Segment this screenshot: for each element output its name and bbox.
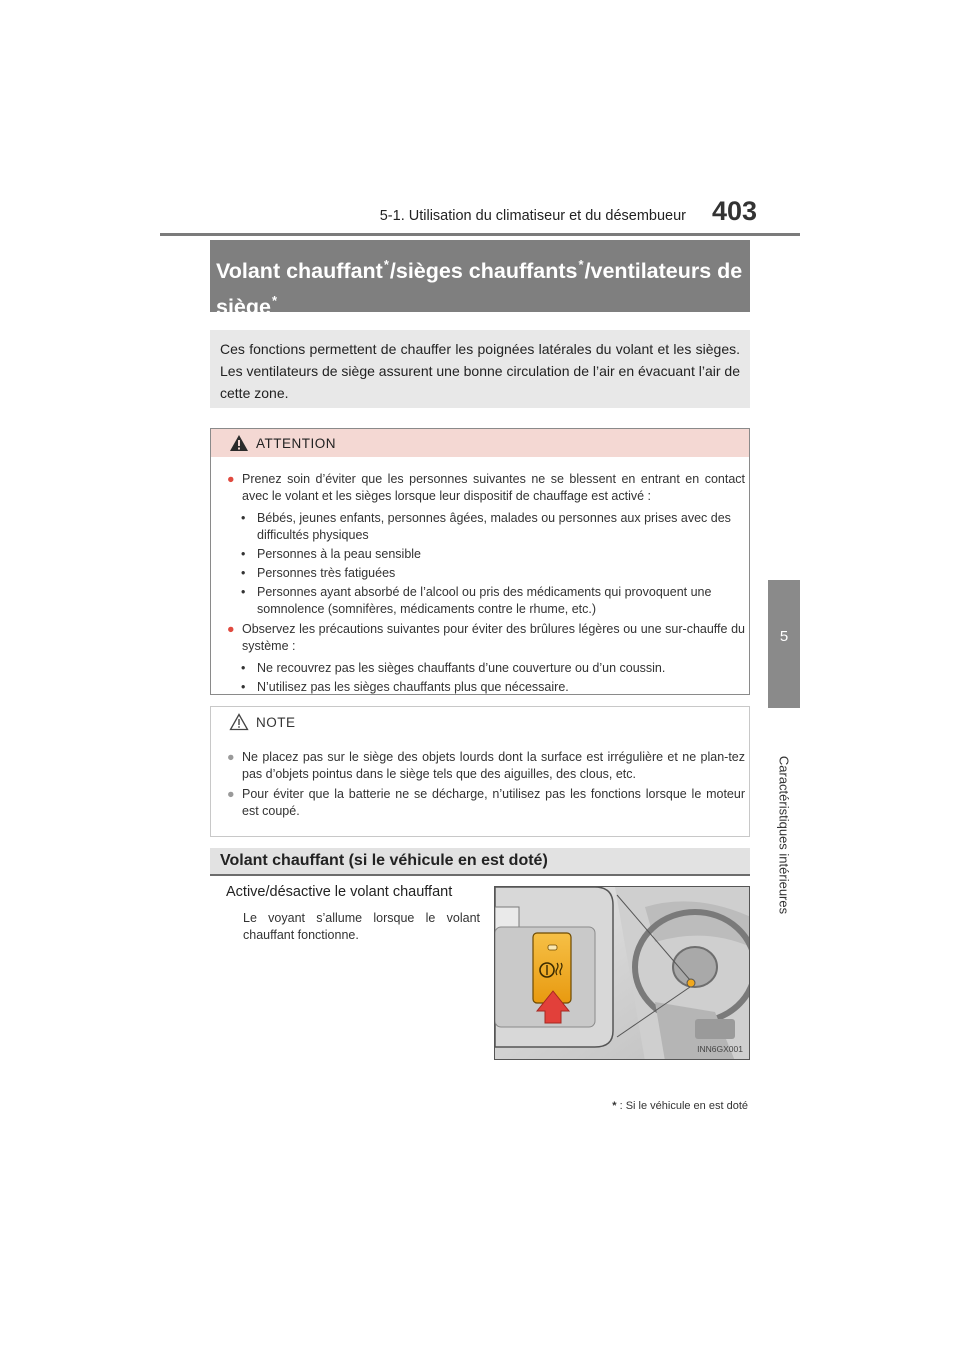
sub-bullet: • (241, 680, 246, 694)
sub-bullet: • (241, 511, 246, 525)
attention-item-2 (227, 621, 745, 655)
page-title (216, 250, 744, 322)
title-star-1: * (383, 257, 389, 272)
note-label: NOTE (256, 715, 296, 730)
note-box (210, 706, 750, 837)
attention-body (227, 471, 745, 696)
attention-header (211, 429, 749, 457)
attention-sub-3 (227, 565, 745, 582)
sub-bullet: • (241, 661, 246, 675)
chapter-tab[interactable] (768, 580, 800, 708)
attention-sub-6 (227, 679, 745, 696)
heated-steering-figure (494, 886, 750, 1060)
footnote (612, 1100, 748, 1112)
attention-sub-5-text: Ne recouvrez pas les sièges chauffants d’une couverture ou d’un coussin. (257, 661, 666, 675)
attention-box (210, 428, 750, 695)
section-heading: Volant chauffant (si le véhicule en est doté) (220, 852, 548, 869)
title-part-1: Volant chauffant (216, 259, 383, 283)
page-number: 403 (712, 196, 758, 226)
note-item-2-text: Pour éviter que la batterie ne se décharge, n’utilisez pas les fonctions lorsque le moteur est coupé. (242, 787, 745, 818)
bullet-icon: ● (227, 472, 235, 486)
title-part-3: /ventilateurs de siège (216, 259, 743, 319)
attention-sub-1 (227, 510, 745, 544)
chapter-label: Caractéristiques intérieures (776, 755, 792, 915)
intro-box: Ces fonctions permettent de chauffer les poignées latérales du volant et les sièges. Les ventilateurs de siège assurent une bonne circulation de l’air en évacuant l’air de cette zone. (210, 330, 750, 408)
attention-item-1-text: Prenez soin d’éviter que les personnes suivantes ne se blessent en entrant en contact avec le volant et les sièges lorsque leur dispositif de chauffage est activé : (242, 472, 745, 503)
title-star-2: * (578, 257, 584, 272)
bullet-icon: ● (227, 750, 235, 764)
title-part-2: /sièges chauffants (389, 259, 578, 283)
attention-sub-2 (227, 546, 745, 563)
sub-bullet: • (241, 547, 246, 561)
attention-item-2-text: Observez les précautions suivantes pour éviter des brûlures légères ou une sur-chauffe du système : (242, 622, 745, 653)
figure-code: INN6GX001 (697, 1044, 743, 1054)
footnote-star: * (612, 1100, 617, 1112)
attention-sub-4-text: Personnes ayant absorbé de l’alcool ou pris des médicaments qui provoquent une somnolence (somnifères, médicaments contre le rhume, etc.) (257, 585, 712, 616)
attention-label: ATTENTION (256, 436, 336, 451)
bullet-icon: ● (227, 787, 235, 801)
attention-sub-5 (227, 660, 745, 677)
note-item-2 (227, 786, 745, 820)
page-header (0, 0, 960, 240)
warning-triangle-icon (229, 713, 249, 731)
note-item-1-text: Ne placez pas sur le siège des objets lourds dont la surface est irrégulière et ne plan-tez pas d’objets pointus dans le siège tels que des aiguilles, des clous, etc. (242, 750, 745, 781)
action-description: Le voyant s’allume lorsque le volant chauffant fonctionne. (243, 911, 480, 942)
section-title: 5-1. Utilisation du climatiseur et du désembueur (379, 208, 686, 224)
attention-sub-1-text: Bébés, jeunes enfants, personnes âgées, malades ou personnes aux prises avec des difficultés physiques (257, 511, 731, 542)
attention-sub-2-text: Personnes à la peau sensible (257, 547, 422, 561)
section-heading-bar (210, 848, 750, 876)
bullet-icon: ● (227, 622, 235, 636)
main-title-bar (210, 240, 750, 319)
header-rule (160, 233, 800, 236)
title-star-3: * (271, 293, 278, 308)
attention-sub-4 (227, 584, 745, 618)
note-body (227, 749, 745, 820)
warning-triangle-icon (229, 434, 249, 452)
footnote-text: : Si le véhicule en est doté (619, 1100, 748, 1112)
action-title: Active/désactive le volant chauffant (226, 884, 453, 900)
dashboard-illustration (495, 887, 750, 1060)
sub-bullet: • (241, 585, 246, 599)
chapter-side-label (774, 725, 794, 945)
sub-bullet: • (241, 566, 246, 580)
chapter-number: 5 (779, 628, 789, 645)
attention-item-1 (227, 471, 745, 505)
note-item-1 (227, 749, 745, 783)
attention-sub-6-text: N’utilisez pas les sièges chauffants plus que nécessaire. (257, 680, 569, 694)
attention-sub-3-text: Personnes très fatiguées (257, 566, 396, 580)
